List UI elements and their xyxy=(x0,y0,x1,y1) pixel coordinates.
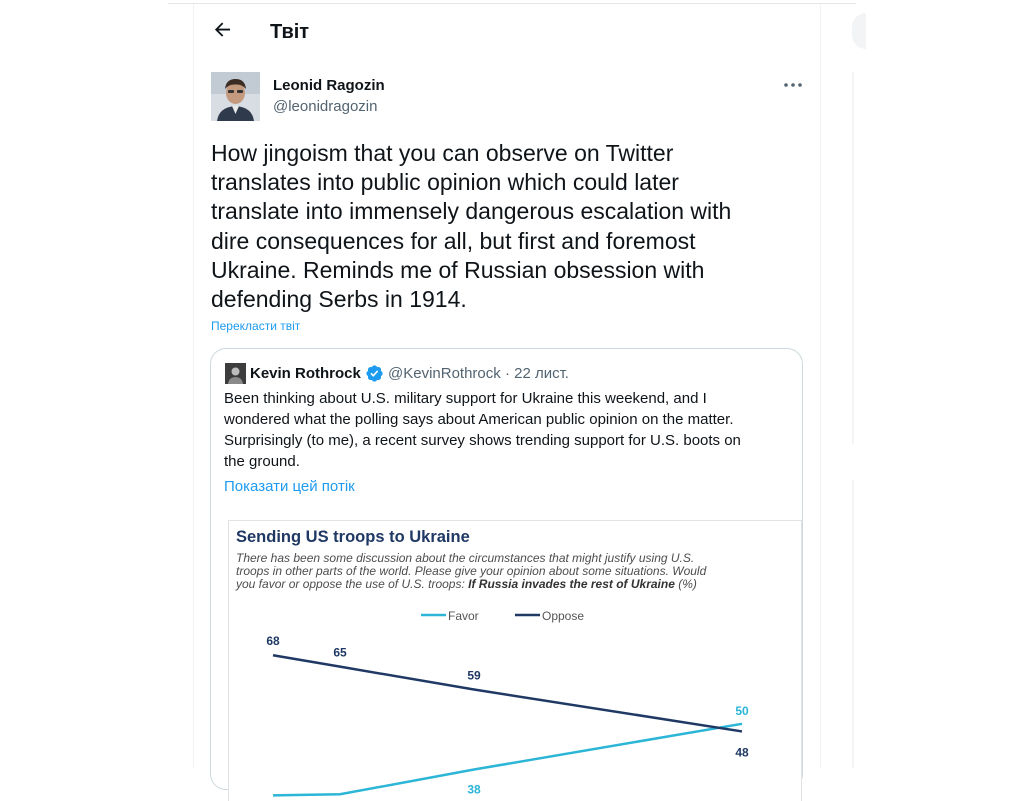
data-label-oppose: 59 xyxy=(467,668,481,683)
legend-label-oppose: Oppose xyxy=(542,609,585,623)
quote-text-line: the ground. xyxy=(224,453,300,470)
data-label-oppose: 48 xyxy=(735,745,749,760)
author-handle[interactable]: @leonidragozin xyxy=(273,98,378,115)
quote-text-line: wondered what the polling says about American public opinion on the matter. xyxy=(224,411,734,428)
quote-text-line: Been thinking about U.S. military support for Ukraine this weekend, and I xyxy=(224,390,707,407)
tweet-text-line: How jingoism that you can observe on Twitter xyxy=(211,140,674,166)
tweet-text-line: translates into public opinion which could later xyxy=(211,169,679,196)
translate-tweet-link[interactable]: Перекласти твіт xyxy=(211,319,301,333)
chart-title: Sending US troops to Ukraine xyxy=(236,528,470,546)
author-name[interactable]: Leonid Ragozin xyxy=(273,77,385,94)
tweet-text-line: translate into immensely dangerous escalation with xyxy=(211,198,732,225)
data-label-oppose: 65 xyxy=(333,645,347,660)
tweet-text-line: dire consequences for all, but first and foremost xyxy=(211,227,696,254)
legend-label-favor: Favor xyxy=(448,609,479,623)
tweet-text-line: defending Serbs in 1914. xyxy=(211,286,467,313)
show-thread-link[interactable]: Показати цей потік xyxy=(224,478,355,495)
chart-subtitle-line: There has been some discussion about the circumstances that might justify using U.S. xyxy=(236,551,695,565)
data-label-favor: 38 xyxy=(467,782,481,797)
chart-subtitle-line: troops in other parts of the world. Please give your opinion about some situations. Would xyxy=(236,564,707,578)
tweet-text-line: Ukraine. Reminds me of Russian obsession with xyxy=(211,256,705,283)
series-line-oppose xyxy=(273,655,742,731)
chart-subtitle-prefix: you favor or oppose the use of U.S. troops: xyxy=(236,577,465,591)
quote-text-line: Surprisingly (to me), a recent survey shows trending support for U.S. boots on xyxy=(224,432,741,449)
chart-subtitle-suffix: (%) xyxy=(678,577,697,591)
quote-author-name[interactable]: Kevin Rothrock xyxy=(250,365,361,382)
data-label-oppose: 68 xyxy=(266,634,280,649)
data-label-favor: 50 xyxy=(735,703,749,718)
page-title: Твіт xyxy=(270,21,310,43)
chart-subtitle-bold: If Russia invades the rest of Ukraine xyxy=(468,577,675,591)
quote-author-meta: @KevinRothrock · 22 лист. xyxy=(388,365,569,382)
